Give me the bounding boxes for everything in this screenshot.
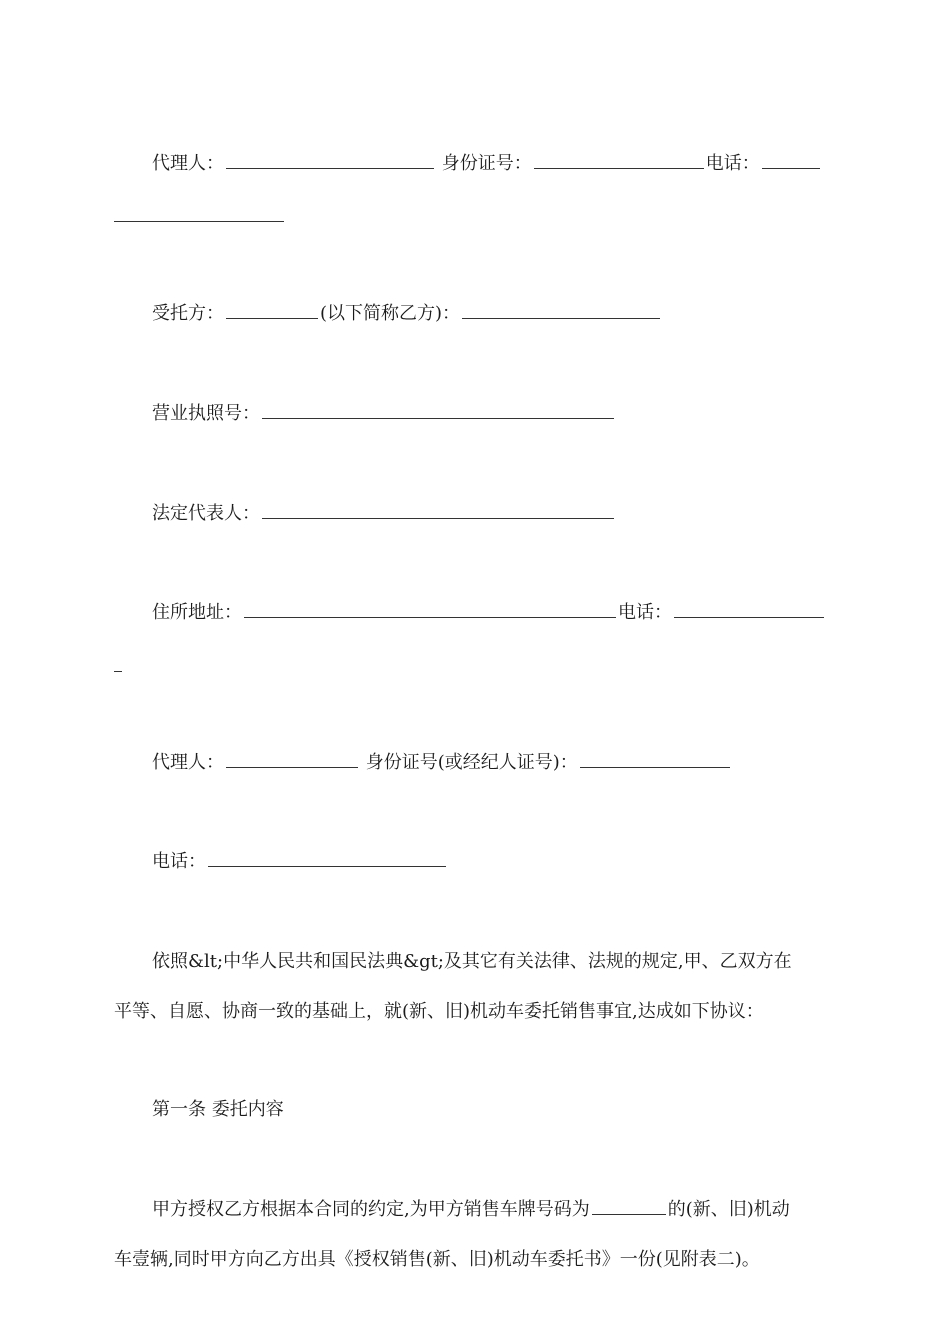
party-b-agent-label: 代理人： <box>152 752 224 773</box>
party-b-agent-blank[interactable] <box>226 753 358 768</box>
phone-label: 电话： <box>705 153 760 174</box>
party-b-phone-row <box>152 850 448 874</box>
address-label: 住所地址： <box>152 602 242 623</box>
license-blank[interactable] <box>262 404 614 419</box>
trustee-label: 受托方： <box>152 303 224 324</box>
party-b-phone-label: 电话： <box>152 851 206 872</box>
address-phone-label: 电话： <box>618 602 672 623</box>
license-label: 营业执照号： <box>152 403 260 424</box>
party-a-agent-row <box>152 152 822 176</box>
party-b-name-row <box>152 302 662 326</box>
party-b-blank[interactable] <box>462 304 660 319</box>
article-1-text-a: 甲方授权乙方根据本合同的约定,为甲方销售车牌号码为 <box>152 1199 590 1220</box>
id-blank[interactable] <box>534 154 704 169</box>
id-label: 身份证号： <box>441 153 532 174</box>
legal-rep-row <box>152 502 616 526</box>
preamble-line-1: 依照&lt;中华人民共和国民法典&gt;及其它有关法律、法规的规定,甲、乙双方在 <box>152 951 792 972</box>
article-1-line-2: 车壹辆,同时甲方向乙方出具《授权销售(新、旧)机动车委托书》一份(见附表二)。 <box>114 1249 760 1270</box>
party-b-agent-id-blank[interactable] <box>580 753 730 768</box>
address-phone-blank[interactable] <box>674 603 824 618</box>
legal-rep-blank[interactable] <box>262 504 614 519</box>
article-1-text-b: 的(新、旧)机动 <box>667 1199 790 1220</box>
preamble-line-2: 平等、自愿、协商一致的基础上，就(新、旧)机动车委托销售事宜,达成如下协议： <box>114 1001 764 1022</box>
trustee-blank[interactable] <box>226 304 318 319</box>
agent-label: 代理人： <box>152 153 224 174</box>
address-row <box>152 601 826 625</box>
phone-blank-continuation[interactable] <box>114 220 284 222</box>
phone-blank[interactable] <box>762 154 820 169</box>
legal-rep-label: 法定代表人： <box>152 503 260 524</box>
party-b-agent-id-label: 身份证号(或经纪人证号)： <box>365 752 578 773</box>
article-1-title: 第一条 委托内容 <box>152 1099 284 1120</box>
abbr-label: (以下简称乙方)： <box>320 303 461 324</box>
agent-blank[interactable] <box>226 154 434 169</box>
party-b-agent-row <box>152 751 732 775</box>
plate-number-blank[interactable] <box>592 1200 666 1215</box>
license-row <box>152 402 616 426</box>
address-phone-continuation[interactable] <box>114 670 122 672</box>
article-1-line-1 <box>152 1198 790 1222</box>
address-blank[interactable] <box>244 603 616 618</box>
party-b-phone-blank[interactable] <box>208 852 446 867</box>
